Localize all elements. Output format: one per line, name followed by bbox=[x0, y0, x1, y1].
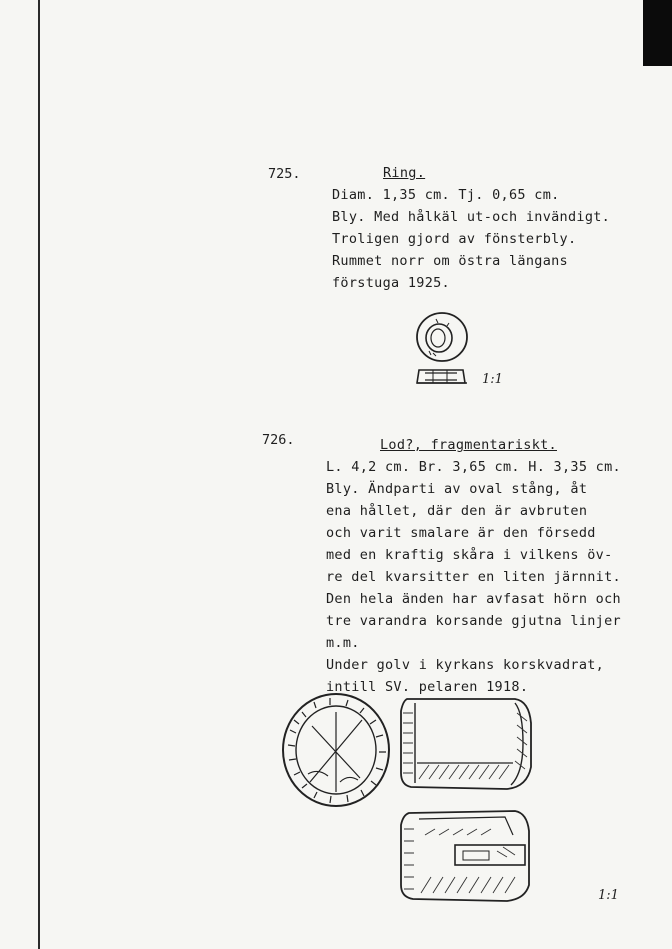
entry-726-line: Den hela änden har avfasat hörn och bbox=[326, 591, 621, 607]
entry-726-line: Bly. Ändparti av oval stång, åt bbox=[326, 481, 588, 497]
left-margin-rule bbox=[38, 0, 40, 949]
entry-725-line: förstuga 1925. bbox=[332, 275, 450, 291]
entry-725-number: 725. bbox=[268, 166, 301, 182]
entry-725-scale: 1:1 bbox=[482, 372, 503, 387]
entry-726-line: ena hållet, där den är avbruten bbox=[326, 503, 588, 519]
entry-726-line: m.m. bbox=[326, 635, 360, 651]
entry-726-number: 726. bbox=[262, 432, 295, 448]
entry-725-line: Bly. Med hålkäl ut-och invändigt. bbox=[332, 209, 611, 225]
entry-726-line: och varit smalare är den försedd bbox=[326, 525, 596, 541]
entry-725-line: Rummet norr om östra längans bbox=[332, 253, 568, 269]
entry-726-line: re del kvarsitter en liten järnnit. bbox=[326, 569, 621, 585]
entry-726-line: Under golv i kyrkans korskvadrat, bbox=[326, 657, 605, 673]
weight-end-drawing bbox=[278, 690, 398, 820]
entry-726-title: Lod?, fragmentariskt. bbox=[380, 437, 557, 453]
corner-tab bbox=[643, 0, 672, 66]
entry-726-scale: 1:1 bbox=[598, 888, 619, 903]
entry-726-line: intill SV. pelaren 1918. bbox=[326, 679, 529, 695]
entry-725-line: Troligen gjord av fönsterbly. bbox=[332, 231, 577, 247]
weight-side-drawing bbox=[395, 693, 540, 793]
entry-725-line: Diam. 1,35 cm. Tj. 0,65 cm. bbox=[332, 187, 560, 203]
weight-top-drawing bbox=[395, 805, 540, 905]
entry-725-title: Ring. bbox=[383, 165, 426, 181]
entry-726-line: med en kraftig skåra i vilkens öv- bbox=[326, 547, 613, 563]
entry-726-line: tre varandra korsande gjutna linjer bbox=[326, 613, 621, 629]
entry-726-line: L. 4,2 cm. Br. 3,65 cm. H. 3,35 cm. bbox=[326, 459, 621, 475]
ring-drawing bbox=[405, 305, 485, 395]
